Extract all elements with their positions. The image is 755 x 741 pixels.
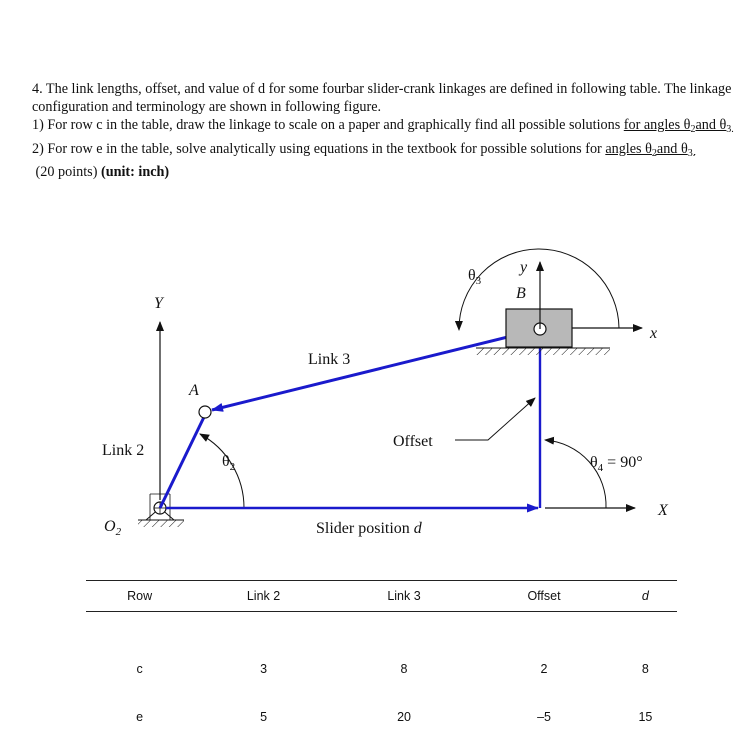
label-theta4: $\theta_4 = 90^\circ$	[590, 454, 643, 474]
problem-part-2: 2) For row e in the table, solve analytically using equations in the textbook for possible solutions for angles $\theta_2and$ $\theta_{3.}$	[32, 140, 696, 159]
header-link-3: Link 3	[334, 581, 474, 612]
label-offset: Offset	[393, 433, 433, 450]
label-X: X	[658, 502, 668, 519]
part2-underlined: angles $\theta_2and$ $\theta_{3.}$	[605, 140, 696, 159]
cell-row: e	[136, 710, 144, 724]
label-O2: $O_2$	[104, 518, 122, 538]
cell-link-3: 20	[397, 710, 411, 724]
link-3	[212, 329, 540, 410]
cell-row: c	[136, 662, 143, 676]
theta2-arc	[200, 434, 244, 508]
cell-d: 8	[641, 662, 649, 676]
ground-pivot-O2	[138, 494, 184, 527]
part1-underlined: for angles $\theta_2and$ $\theta_{3.}$	[623, 117, 734, 136]
problem-intro: 4. The link lengths, offset, and value of d for some fourbar slider-crank linkages are defined in following table. The linkage configuration and terminology are shown in following figure.	[32, 81, 732, 116]
theta4-arc	[545, 440, 606, 508]
table-row	[86, 612, 677, 694]
cell-link-2: 3	[260, 662, 268, 676]
label-A: A	[189, 382, 199, 399]
label-x-local: x	[650, 325, 658, 342]
cell-d: 15	[638, 710, 653, 724]
offset-leader	[455, 398, 535, 440]
link-2	[160, 415, 205, 508]
linkage-table	[86, 580, 677, 741]
label-slider-position: Slider position d	[316, 520, 422, 537]
label-B: B	[516, 285, 526, 302]
label-theta3: $\theta_3$	[468, 267, 482, 287]
header-offset: Offset	[474, 581, 614, 612]
label-link-3: Link 3	[308, 351, 351, 368]
cell-offset: –5	[537, 710, 551, 724]
problem-part-1: 1) For row c in the table, draw the linkage to scale on a paper and graphically find all possible solutions for angles $\theta_2and$ $\theta_{3.}$	[32, 117, 734, 136]
table-row	[86, 693, 677, 741]
problem-points: (20 points) (unit: inch)	[35, 163, 170, 180]
header-d: d	[614, 581, 677, 612]
slider-ground	[476, 348, 610, 355]
label-theta2: $\theta_2$	[222, 453, 236, 473]
table-header-row	[86, 581, 677, 612]
joint-A	[199, 406, 211, 418]
cell-offset: 2	[540, 662, 548, 676]
header-link-2: Link 2	[193, 581, 333, 612]
cell-link-3: 8	[400, 662, 408, 676]
label-Y: Y	[154, 295, 163, 312]
header-row: Row	[86, 581, 193, 612]
label-y-local: y	[520, 259, 528, 276]
label-link-2: Link 2	[102, 442, 145, 459]
cell-link-2: 5	[260, 710, 268, 724]
